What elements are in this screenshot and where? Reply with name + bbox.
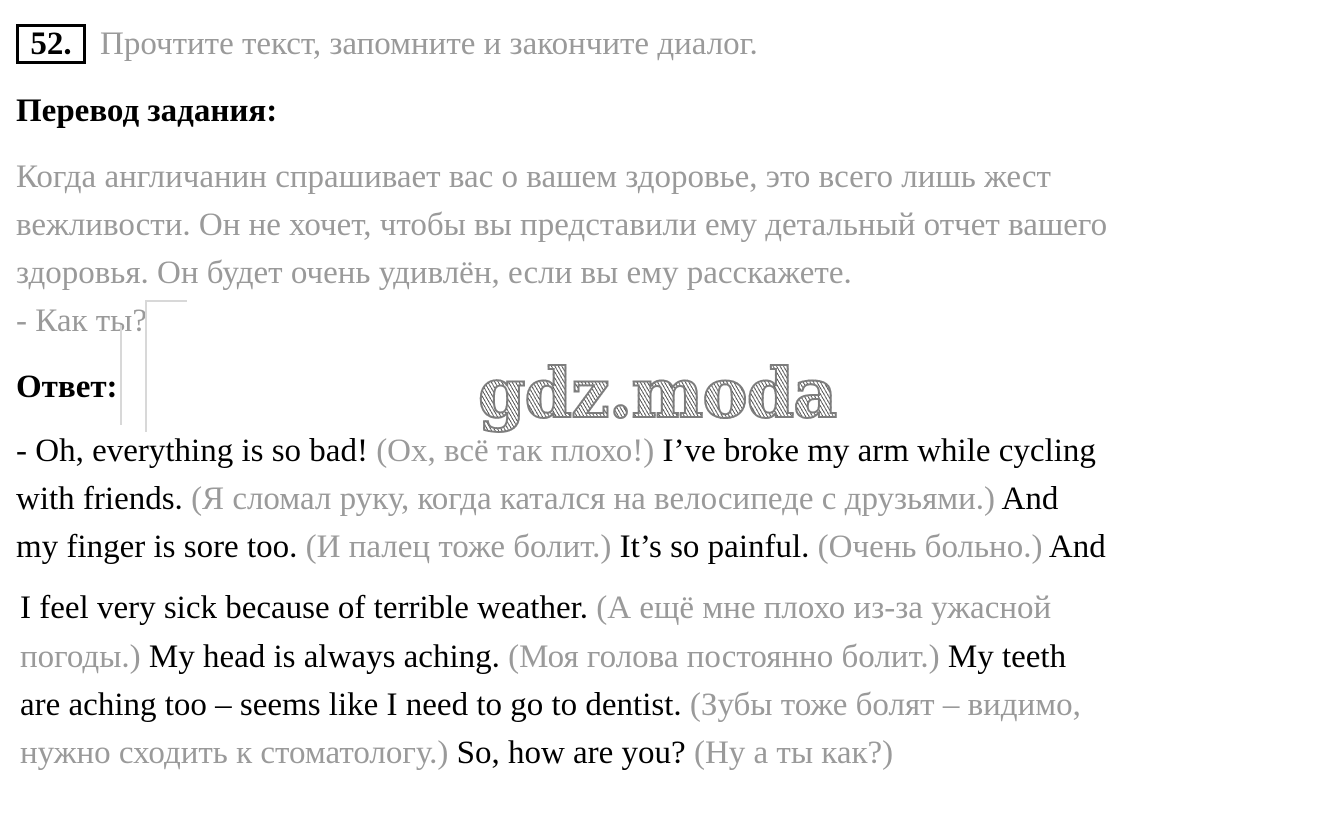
task-number-box: 52. — [16, 24, 86, 64]
russian-translation: (Моя голова постоянно болит.) — [508, 639, 948, 675]
translation-line: вежливости. Он не хочет, чтобы вы представили ему детальный отчет вашего — [16, 207, 1108, 243]
english-phrase: And — [1001, 481, 1059, 517]
scan-artifact — [120, 325, 122, 425]
english-phrase: I’ve broke my arm while cycling — [662, 433, 1096, 469]
answer-line — [16, 431, 1096, 471]
english-phrase: - Oh, everything is so bad! — [16, 433, 377, 469]
answer-heading: Ответ: — [16, 369, 118, 405]
answer-line — [20, 685, 1081, 725]
russian-translation: (Зубы тоже болят – видимо, — [689, 687, 1081, 723]
translation-line: Когда англичанин спрашивает вас о вашем здоровье, это всего лишь жест — [16, 159, 1051, 195]
russian-translation: (Ну а ты как?) — [693, 735, 894, 771]
russian-translation: погоды.) — [20, 639, 149, 675]
translation-line: здоровья. Он будет очень удивлён, если вы ему расскажете. — [16, 255, 852, 291]
russian-translation: нужно сходить к стоматологу.) — [20, 735, 457, 771]
russian-translation: (Очень больно.) — [817, 529, 1049, 565]
russian-translation: (И палец тоже болит.) — [305, 529, 620, 565]
answer-line — [16, 527, 1106, 567]
russian-translation: (А ещё мне плохо из-за ужасной — [596, 590, 1052, 626]
task-title: Прочтите текст, запомните и закончите диалог. — [100, 26, 758, 62]
english-phrase: And — [1048, 529, 1106, 565]
english-phrase: So, how are you? — [456, 735, 694, 771]
answer-line — [20, 588, 1051, 628]
english-phrase: My head is always aching. — [148, 639, 509, 675]
english-phrase: my finger is sore too. — [16, 529, 306, 565]
watermark: gdz.moda — [478, 354, 837, 434]
scan-artifact — [145, 300, 187, 432]
answer-line — [20, 637, 1066, 677]
english-phrase: with friends. — [16, 481, 192, 517]
english-phrase: are aching too – seems like I need to go to dentist. — [20, 687, 690, 723]
english-phrase: My teeth — [947, 639, 1067, 675]
answer-line — [16, 479, 1058, 519]
russian-translation: (Ох, всё так плохо!) — [376, 433, 663, 469]
russian-translation: (Я сломал руку, когда катался на велосипеде с друзьями.) — [191, 481, 1002, 517]
english-phrase: It’s so painful. — [619, 529, 818, 565]
translation-line: - Как ты? — [16, 303, 147, 339]
english-phrase: I feel very sick because of terrible weather. — [20, 590, 597, 626]
translation-heading: Перевод задания: — [16, 93, 278, 129]
answer-line — [20, 733, 893, 773]
